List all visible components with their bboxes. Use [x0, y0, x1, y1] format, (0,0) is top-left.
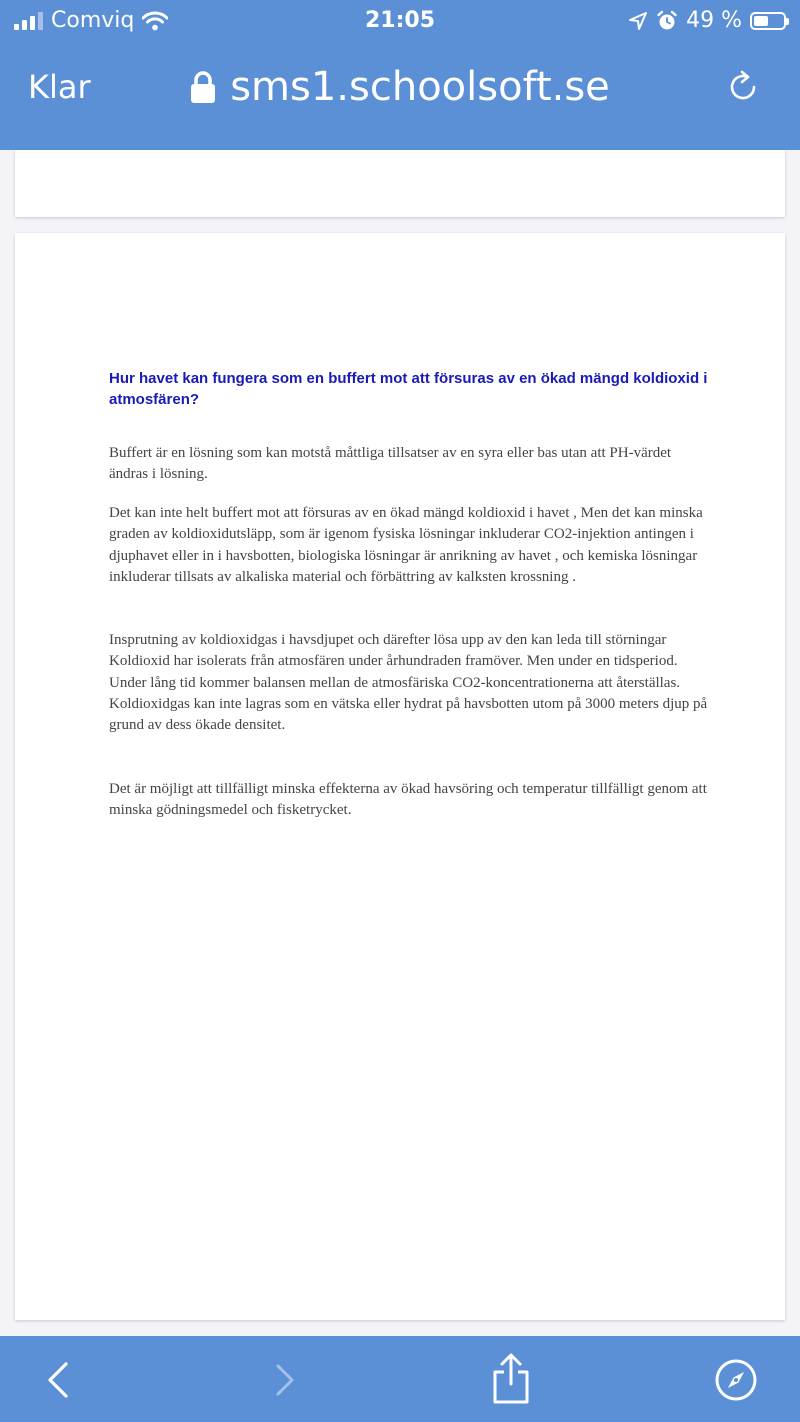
- previous-page-card: [15, 150, 785, 217]
- battery-percent: 49 %: [686, 8, 742, 33]
- lock-icon: [190, 70, 216, 104]
- browser-nav-bar: [0, 44, 800, 150]
- status-time: 21:05: [364, 8, 436, 33]
- status-bar: [0, 0, 800, 44]
- document-paragraph: Buffert är en lösning som kan motstå måttliga tillsatser av en syra eller bas utan att PH-värdet ändras i lösning.: [109, 445, 672, 483]
- done-button[interactable]: Klar: [28, 68, 91, 106]
- document-paragraph: Insprutning av koldioxidgas i havsdjupet och därefter lösa upp av den kan leda till störningar Koldioxid har isolerats från atmosfären under århundraden framöver. Men under en tidsperiod. Under lång tid kommer balansen mellan de atmosfäriska CO2-koncentrationerna att återställas. Koldioxidgas kan inte lagras som en vätska eller hydrat på havsbotten utom på 3000 meters djup på grund av dess ökade densitet.: [109, 632, 708, 734]
- document-title: Hur havet kan fungera som en buffert mot att försuras av en ökad mängd koldioxid i atmosfären?: [109, 370, 708, 408]
- alarm-icon: [656, 10, 678, 32]
- status-right: [628, 8, 786, 33]
- forward-icon[interactable]: [262, 1358, 306, 1402]
- browser-toolbar: [0, 1336, 800, 1422]
- url-text: sms1.schoolsoft.se: [230, 64, 610, 110]
- battery-icon: [750, 12, 786, 30]
- battery-level-fill: [754, 16, 768, 26]
- address-bar[interactable]: [0, 64, 800, 110]
- share-icon[interactable]: [489, 1352, 533, 1406]
- page-viewport[interactable]: [0, 150, 800, 1336]
- document-paragraph: Det är möjligt att tillfälligt minska effekterna av ökad havsöring och temperatur tillfälligt genom att minska gödningsmedel och fisketrycket.: [109, 781, 707, 819]
- back-icon[interactable]: [38, 1358, 82, 1402]
- location-arrow-icon: [628, 11, 648, 31]
- carrier-name: Comviq: [51, 8, 135, 33]
- compass-icon[interactable]: [714, 1358, 758, 1402]
- document-page: [15, 233, 785, 1320]
- document-paragraph: Det kan inte helt buffert mot att försuras av en ökad mängd koldioxid i havet , Men det kan minska graden av koldioxidutsläpp, som är igenom fysiska lösningar inkluderar CO2-injektion antingen i djuphavet eller in i havsbotten, biologiska lösningar är anrikning av havet , och kemiska lösningar inkluderar tillsats av alkaliska material och förbättring av kalksten krossning .: [109, 505, 703, 585]
- reload-icon[interactable]: [726, 70, 760, 104]
